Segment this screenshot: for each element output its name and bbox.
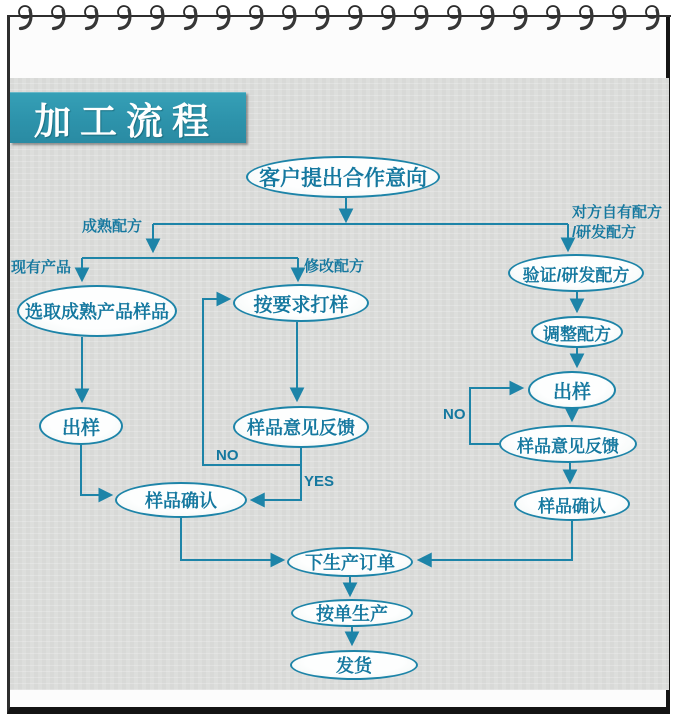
- node-select-mature-sample: [17, 285, 177, 337]
- node-sample-feedback-right: [499, 425, 637, 463]
- node-label: 按单生产: [316, 604, 388, 624]
- edge-label-own-formula-line1: 对方自有配方: [572, 204, 663, 221]
- edge-label-own-formula: [572, 203, 662, 243]
- page-title-text: 加工流程: [34, 101, 218, 143]
- node-label: 样品意见反馈: [517, 436, 619, 456]
- node-label: 出样: [61, 417, 100, 439]
- edge-label-no-mid: NO: [216, 447, 239, 464]
- node-produce-per-order: [291, 599, 413, 627]
- node-sample-out-left: [39, 407, 123, 445]
- node-customer-intent: [246, 156, 440, 198]
- node-place-production-order: [287, 547, 413, 577]
- edge-label-own-formula-line2: /研发配方: [572, 224, 637, 241]
- node-sample-confirm-left: [115, 482, 247, 518]
- node-label: 样品意见反馈: [247, 418, 355, 438]
- node-sample-feedback-mid: [233, 406, 369, 448]
- node-label: 选取成熟产品样品: [25, 302, 169, 322]
- node-label: 发货: [336, 656, 372, 676]
- edge-label-no-right: NO: [443, 406, 466, 423]
- edge-label-modify-formula: 修改配方: [304, 258, 365, 275]
- edge-label-mature-formula: 成熟配方: [82, 218, 143, 235]
- node-label: 样品确认: [145, 491, 217, 511]
- edge-label-yes-mid: YES: [304, 473, 335, 490]
- edge-yes-to-confirm-left: [252, 448, 301, 500]
- node-label: 按要求打样: [253, 294, 349, 316]
- node-verify-develop-formula: [508, 254, 644, 292]
- node-sample-per-request: [233, 284, 369, 322]
- edge-confirm-right-to-order: [419, 521, 572, 560]
- node-label: 验证/研发配方: [522, 265, 630, 285]
- node-sample-confirm-right: [514, 487, 630, 521]
- node-ship-goods: [290, 650, 418, 680]
- edge-label-existing-product: 现有产品: [11, 259, 72, 276]
- node-label: 样品确认: [538, 496, 606, 516]
- node-label: 调整配方: [543, 324, 611, 344]
- edge-out-left-to-confirm: [81, 445, 111, 495]
- edge-confirm-left-to-order: [181, 518, 283, 560]
- node-sample-out-right: [528, 371, 616, 409]
- node-label: 客户提出合作意向: [259, 167, 427, 190]
- node-adjust-formula: [531, 316, 623, 348]
- node-label: 下生产订单: [305, 553, 395, 573]
- node-label: 出样: [552, 381, 591, 403]
